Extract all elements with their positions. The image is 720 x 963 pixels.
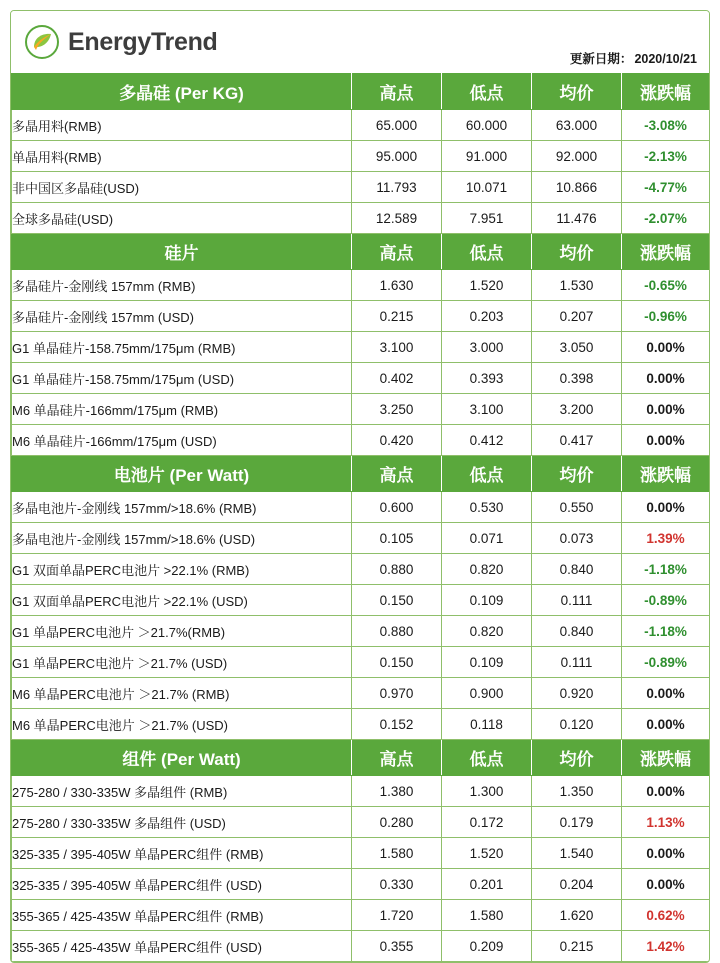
average-price-cell: 0.417 <box>532 425 622 456</box>
section-title: 多晶硅 (Per KG) <box>12 74 352 110</box>
change-percent-cell: 0.00% <box>622 709 710 740</box>
change-percent-cell: -0.89% <box>622 585 710 616</box>
change-percent-cell: -2.07% <box>622 203 710 234</box>
product-label: G1 单晶硅片-158.75mm/175μm (USD) <box>12 363 352 394</box>
product-label: G1 双面单晶PERC电池片 >22.1% (USD) <box>12 585 352 616</box>
low-price-cell: 0.109 <box>442 585 532 616</box>
update-date-label: 更新日期： <box>569 52 633 66</box>
low-price-cell: 0.530 <box>442 492 532 523</box>
column-header: 低点 <box>442 74 532 110</box>
low-price-cell: 1.300 <box>442 776 532 807</box>
leaf-swirl-logo-icon <box>25 25 59 59</box>
product-label: 非中国区多晶硅(USD) <box>12 172 352 203</box>
column-header: 高点 <box>352 74 442 110</box>
low-price-cell: 0.393 <box>442 363 532 394</box>
average-price-cell: 0.111 <box>532 585 622 616</box>
product-label: 275-280 / 330-335W 多晶组件 (RMB) <box>12 776 352 807</box>
low-price-cell: 0.071 <box>442 523 532 554</box>
table-row <box>12 616 710 647</box>
change-percent-cell: 0.00% <box>622 363 710 394</box>
change-percent-cell: -1.18% <box>622 616 710 647</box>
change-percent-cell: 1.39% <box>622 523 710 554</box>
low-price-cell: 0.172 <box>442 807 532 838</box>
high-price-cell: 65.000 <box>352 110 442 141</box>
low-price-cell: 0.203 <box>442 301 532 332</box>
change-percent-cell: 0.00% <box>622 332 710 363</box>
average-price-cell: 0.920 <box>532 678 622 709</box>
change-percent-cell: 0.00% <box>622 425 710 456</box>
change-percent-cell: 1.13% <box>622 807 710 838</box>
product-label: M6 单晶硅片-166mm/175μm (RMB) <box>12 394 352 425</box>
average-price-cell: 10.866 <box>532 172 622 203</box>
low-price-cell: 0.900 <box>442 678 532 709</box>
change-percent-cell: -1.18% <box>622 554 710 585</box>
low-price-cell: 3.100 <box>442 394 532 425</box>
low-price-cell: 60.000 <box>442 110 532 141</box>
high-price-cell: 0.280 <box>352 807 442 838</box>
low-price-cell: 0.209 <box>442 931 532 962</box>
change-percent-cell: -3.08% <box>622 110 710 141</box>
product-label: M6 单晶硅片-166mm/175μm (USD) <box>12 425 352 456</box>
low-price-cell: 1.580 <box>442 900 532 931</box>
column-header: 涨跌幅 <box>622 74 710 110</box>
table-row <box>12 869 710 900</box>
table-row <box>12 301 710 332</box>
change-percent-cell: 0.00% <box>622 394 710 425</box>
table-row <box>12 838 710 869</box>
high-price-cell: 11.793 <box>352 172 442 203</box>
average-price-cell: 1.350 <box>532 776 622 807</box>
price-table <box>11 73 710 962</box>
product-label: 多晶硅片-金刚线 157mm (RMB) <box>12 270 352 301</box>
average-price-cell: 0.179 <box>532 807 622 838</box>
average-price-cell: 3.050 <box>532 332 622 363</box>
product-label: G1 双面单晶PERC电池片 >22.1% (RMB) <box>12 554 352 585</box>
table-row <box>12 492 710 523</box>
average-price-cell: 11.476 <box>532 203 622 234</box>
average-price-cell: 0.840 <box>532 616 622 647</box>
table-row <box>12 523 710 554</box>
column-header: 高点 <box>352 740 442 776</box>
column-header: 涨跌幅 <box>622 456 710 492</box>
average-price-cell: 0.204 <box>532 869 622 900</box>
high-price-cell: 1.630 <box>352 270 442 301</box>
product-label: 355-365 / 425-435W 单晶PERC组件 (RMB) <box>12 900 352 931</box>
table-row <box>12 709 710 740</box>
low-price-cell: 91.000 <box>442 141 532 172</box>
average-price-cell: 0.207 <box>532 301 622 332</box>
average-price-cell: 0.550 <box>532 492 622 523</box>
update-date-value: 2020/10/21 <box>634 52 697 66</box>
column-header: 涨跌幅 <box>622 740 710 776</box>
update-date-block <box>570 49 697 67</box>
average-price-cell: 1.530 <box>532 270 622 301</box>
product-label: G1 单晶硅片-158.75mm/175μm (RMB) <box>12 332 352 363</box>
average-price-cell: 63.000 <box>532 110 622 141</box>
low-price-cell: 7.951 <box>442 203 532 234</box>
change-percent-cell: 1.42% <box>622 931 710 962</box>
table-row <box>12 141 710 172</box>
high-price-cell: 0.150 <box>352 585 442 616</box>
low-price-cell: 0.820 <box>442 554 532 585</box>
high-price-cell: 1.380 <box>352 776 442 807</box>
product-label: 355-365 / 425-435W 单晶PERC组件 (USD) <box>12 931 352 962</box>
table-row <box>12 585 710 616</box>
column-header: 高点 <box>352 456 442 492</box>
column-header: 涨跌幅 <box>622 234 710 270</box>
column-header: 均价 <box>532 74 622 110</box>
section-title: 电池片 (Per Watt) <box>12 456 352 492</box>
product-label: 单晶用料(RMB) <box>12 141 352 172</box>
product-label: M6 单晶PERC电池片 ＞21.7% (RMB) <box>12 678 352 709</box>
brand-name: EnergyTrend <box>68 27 218 56</box>
table-row <box>12 425 710 456</box>
low-price-cell: 1.520 <box>442 270 532 301</box>
column-header: 低点 <box>442 456 532 492</box>
table-row <box>12 647 710 678</box>
average-price-cell: 0.120 <box>532 709 622 740</box>
average-price-cell: 1.540 <box>532 838 622 869</box>
high-price-cell: 0.215 <box>352 301 442 332</box>
section-header-row <box>12 74 710 110</box>
table-row <box>12 807 710 838</box>
table-row <box>12 363 710 394</box>
column-header: 低点 <box>442 234 532 270</box>
change-percent-cell: 0.00% <box>622 678 710 709</box>
change-percent-cell: 0.00% <box>622 838 710 869</box>
change-percent-cell: -4.77% <box>622 172 710 203</box>
high-price-cell: 1.720 <box>352 900 442 931</box>
low-price-cell: 0.412 <box>442 425 532 456</box>
table-row <box>12 678 710 709</box>
change-percent-cell: 0.00% <box>622 492 710 523</box>
table-row <box>12 554 710 585</box>
section-header-row <box>12 456 710 492</box>
low-price-cell: 10.071 <box>442 172 532 203</box>
average-price-cell: 0.840 <box>532 554 622 585</box>
average-price-cell: 92.000 <box>532 141 622 172</box>
change-percent-cell: -0.89% <box>622 647 710 678</box>
section-title: 硅片 <box>12 234 352 270</box>
table-row <box>12 394 710 425</box>
table-row <box>12 332 710 363</box>
change-percent-cell: -2.13% <box>622 141 710 172</box>
table-row <box>12 110 710 141</box>
high-price-cell: 0.150 <box>352 647 442 678</box>
column-header: 低点 <box>442 740 532 776</box>
low-price-cell: 3.000 <box>442 332 532 363</box>
product-label: 多晶电池片-金刚线 157mm/>18.6% (RMB) <box>12 492 352 523</box>
low-price-cell: 0.201 <box>442 869 532 900</box>
average-price-cell: 0.073 <box>532 523 622 554</box>
high-price-cell: 0.880 <box>352 554 442 585</box>
average-price-cell: 0.398 <box>532 363 622 394</box>
product-label: 325-335 / 395-405W 单晶PERC组件 (USD) <box>12 869 352 900</box>
column-header: 均价 <box>532 740 622 776</box>
average-price-cell: 0.111 <box>532 647 622 678</box>
change-percent-cell: -0.65% <box>622 270 710 301</box>
high-price-cell: 0.880 <box>352 616 442 647</box>
column-header: 均价 <box>532 234 622 270</box>
change-percent-cell: 0.62% <box>622 900 710 931</box>
high-price-cell: 0.600 <box>352 492 442 523</box>
high-price-cell: 0.152 <box>352 709 442 740</box>
low-price-cell: 0.118 <box>442 709 532 740</box>
product-label: 多晶硅片-金刚线 157mm (USD) <box>12 301 352 332</box>
product-label: M6 单晶PERC电池片 ＞21.7% (USD) <box>12 709 352 740</box>
column-header: 高点 <box>352 234 442 270</box>
high-price-cell: 3.100 <box>352 332 442 363</box>
product-label: G1 单晶PERC电池片 ＞21.7% (USD) <box>12 647 352 678</box>
average-price-cell: 0.215 <box>532 931 622 962</box>
high-price-cell: 0.420 <box>352 425 442 456</box>
product-label: 多晶电池片-金刚线 157mm/>18.6% (USD) <box>12 523 352 554</box>
brand <box>25 25 218 59</box>
change-percent-cell: 0.00% <box>622 776 710 807</box>
high-price-cell: 0.330 <box>352 869 442 900</box>
table-row <box>12 270 710 301</box>
section-title: 组件 (Per Watt) <box>12 740 352 776</box>
table-row <box>12 203 710 234</box>
low-price-cell: 1.520 <box>442 838 532 869</box>
product-label: 325-335 / 395-405W 单晶PERC组件 (RMB) <box>12 838 352 869</box>
low-price-cell: 0.109 <box>442 647 532 678</box>
product-label: 全球多晶硅(USD) <box>12 203 352 234</box>
change-percent-cell: 0.00% <box>622 869 710 900</box>
table-row <box>12 172 710 203</box>
table-row <box>12 931 710 962</box>
high-price-cell: 3.250 <box>352 394 442 425</box>
high-price-cell: 0.402 <box>352 363 442 394</box>
high-price-cell: 0.970 <box>352 678 442 709</box>
high-price-cell: 12.589 <box>352 203 442 234</box>
high-price-cell: 95.000 <box>352 141 442 172</box>
average-price-cell: 1.620 <box>532 900 622 931</box>
header <box>11 11 709 73</box>
high-price-cell: 1.580 <box>352 838 442 869</box>
change-percent-cell: -0.96% <box>622 301 710 332</box>
table-row <box>12 776 710 807</box>
table-row <box>12 900 710 931</box>
high-price-cell: 0.105 <box>352 523 442 554</box>
product-label: 多晶用料(RMB) <box>12 110 352 141</box>
high-price-cell: 0.355 <box>352 931 442 962</box>
section-header-row <box>12 740 710 776</box>
product-label: 275-280 / 330-335W 多晶组件 (USD) <box>12 807 352 838</box>
average-price-cell: 3.200 <box>532 394 622 425</box>
column-header: 均价 <box>532 456 622 492</box>
report-card <box>10 10 710 963</box>
product-label: G1 单晶PERC电池片 ＞21.7%(RMB) <box>12 616 352 647</box>
low-price-cell: 0.820 <box>442 616 532 647</box>
section-header-row <box>12 234 710 270</box>
